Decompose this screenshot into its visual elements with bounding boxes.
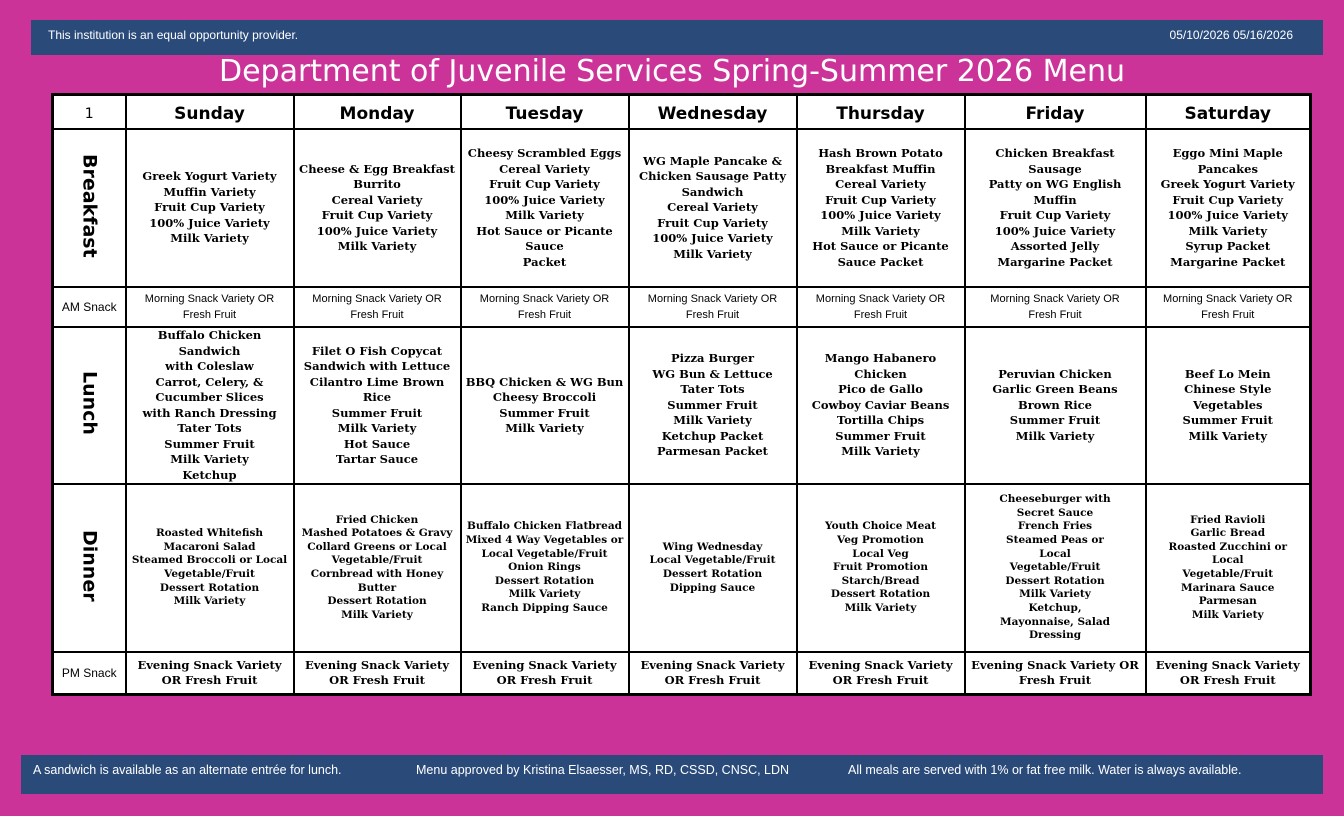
dinner-cell: Fried Chicken Mashed Potatoes & Gravy Collard Greens or Local Vegetable/Fruit Cornbread with Honey Butter Dessert Rotation Milk Variety [294,484,461,652]
menu-table [51,93,1312,696]
am-snack-cell: Morning Snack Variety OR Fresh Fruit [461,287,629,327]
dinner-row [53,484,1311,652]
lunch-label: Lunch [53,327,126,484]
date-range: 05/10/2026 05/16/2026 [1169,28,1293,42]
lunch-cell: Filet O Fish Copycat Sandwich with Lettuce Cilantro Lime Brown Rice Summer Fruit Milk Variety Hot Sauce Tartar Sauce [294,327,461,484]
provider-notice: This institution is an equal opportunity provider. [48,28,299,42]
breakfast-row [53,129,1311,287]
pm-snack-cell: Evening Snack Variety OR Fresh Fruit [294,652,461,694]
breakfast-label: Breakfast [53,129,126,287]
day-header-row [53,95,1311,130]
lunch-row [53,327,1311,484]
am-snack-cell: Morning Snack Variety OR Fresh Fruit [797,287,965,327]
day-header-tuesday: Tuesday [461,95,629,130]
pm-snack-cell: Evening Snack Variety OR Fresh Fruit [126,652,294,694]
day-header-wednesday: Wednesday [629,95,797,130]
am-snack-cell: Morning Snack Variety OR Fresh Fruit [294,287,461,327]
breakfast-cell: Cheese & Egg Breakfast Burrito Cereal Variety Fruit Cup Variety 100% Juice Variety Milk Variety [294,129,461,287]
am-snack-cell: Morning Snack Variety OR Fresh Fruit [629,287,797,327]
pm-snack-cell: Evening Snack Variety OR Fresh Fruit [797,652,965,694]
am-snack-row [53,287,1311,327]
dinner-cell: Youth Choice Meat Veg Promotion Local Veg Fruit Promotion Starch/Bread Dessert Rotation Milk Variety [797,484,965,652]
lunch-cell: Buffalo Chicken Sandwich with Coleslaw Carrot, Celery, & Cucumber Slices with Ranch Dressing Tater Tots Summer Fruit Milk Variety Ketchup [126,327,294,484]
day-header-thursday: Thursday [797,95,965,130]
am-snack-cell: Morning Snack Variety OR Fresh Fruit [1146,287,1311,327]
pm-snack-cell: Evening Snack Variety OR Fresh Fruit [965,652,1146,694]
dinner-cell: Wing Wednesday Local Vegetable/Fruit Dessert Rotation Dipping Sauce [629,484,797,652]
day-header-sunday: Sunday [126,95,294,130]
breakfast-cell: Chicken Breakfast Sausage Patty on WG English Muffin Fruit Cup Variety 100% Juice Variety Assorted Jelly Margarine Packet [965,129,1146,287]
menu-title: Department of Juvenile Services Spring-Summer 2026 Menu [218,54,1126,89]
pm-snack-cell: Evening Snack Variety OR Fresh Fruit [461,652,629,694]
breakfast-cell: WG Maple Pancake & Chicken Sausage Patty Sandwich Cereal Variety Fruit Cup Variety 100% Juice Variety Milk Variety [629,129,797,287]
breakfast-cell: Hash Brown Potato Breakfast Muffin Cereal Variety Fruit Cup Variety 100% Juice Variety Milk Variety Hot Sauce or Picante Sauce Packet [797,129,965,287]
breakfast-cell: Greek Yogurt Variety Muffin Variety Fruit Cup Variety 100% Juice Variety Milk Variety [126,129,294,287]
milk-note: All meals are served with 1% or fat free milk. Water is always available. [848,763,1242,777]
lunch-cell: Pizza Burger WG Bun & Lettuce Tater Tots Summer Fruit Milk Variety Ketchup Packet Parmesan Packet [629,327,797,484]
week-number: 1 [53,95,126,130]
lunch-cell: Mango Habanero Chicken Pico de Gallo Cowboy Caviar Beans Tortilla Chips Summer Fruit Milk Variety [797,327,965,484]
pm-snack-cell: Evening Snack Variety OR Fresh Fruit [1146,652,1311,694]
dinner-cell: Fried Ravioli Garlic Bread Roasted Zucchini or Local Vegetable/Fruit Marinara Sauce Parmesan Milk Variety [1146,484,1311,652]
dinner-label: Dinner [53,484,126,652]
lunch-cell: Beef Lo Mein Chinese Style Vegetables Summer Fruit Milk Variety [1146,327,1311,484]
pm-snack-label: PM Snack [53,652,126,694]
day-header-friday: Friday [965,95,1146,130]
lunch-cell: BBQ Chicken & WG Bun Cheesy Broccoli Summer Fruit Milk Variety [461,327,629,484]
header-bar [31,20,1323,55]
lunch-cell: Peruvian Chicken Garlic Green Beans Brown Rice Summer Fruit Milk Variety [965,327,1146,484]
day-header-saturday: Saturday [1146,95,1311,130]
dinner-cell: Roasted Whitefish Macaroni Salad Steamed Broccoli or Local Vegetable/Fruit Dessert Rotation Milk Variety [126,484,294,652]
breakfast-cell: Cheesy Scrambled Eggs Cereal Variety Fruit Cup Variety 100% Juice Variety Milk Variety Hot Sauce or Picante Sauce Packet [461,129,629,287]
am-snack-cell: Morning Snack Variety OR Fresh Fruit [965,287,1146,327]
pm-snack-cell: Evening Snack Variety OR Fresh Fruit [629,652,797,694]
am-snack-label: AM Snack [53,287,126,327]
footer-bar [21,755,1323,794]
am-snack-cell: Morning Snack Variety OR Fresh Fruit [126,287,294,327]
day-header-monday: Monday [294,95,461,130]
approval-note: Menu approved by Kristina Elsaesser, MS, RD, CSSD, CNSC, LDN [416,763,790,777]
breakfast-cell: Eggo Mini Maple Pancakes Greek Yogurt Variety Fruit Cup Variety 100% Juice Variety Milk Variety Syrup Packet Margarine Packet [1146,129,1311,287]
sandwich-note: A sandwich is available as an alternate entrée for lunch. [33,763,342,777]
pm-snack-row [53,652,1311,694]
dinner-cell: Buffalo Chicken Flatbread Mixed 4 Way Vegetables or Local Vegetable/Fruit Onion Rings Dessert Rotation Milk Variety Ranch Dipping Sauce [461,484,629,652]
dinner-cell: Cheeseburger with Secret Sauce French Fries Steamed Peas or Local Vegetable/Fruit Dessert Rotation Milk Variety Ketchup, Mayonnaise, Salad Dressing [965,484,1146,652]
